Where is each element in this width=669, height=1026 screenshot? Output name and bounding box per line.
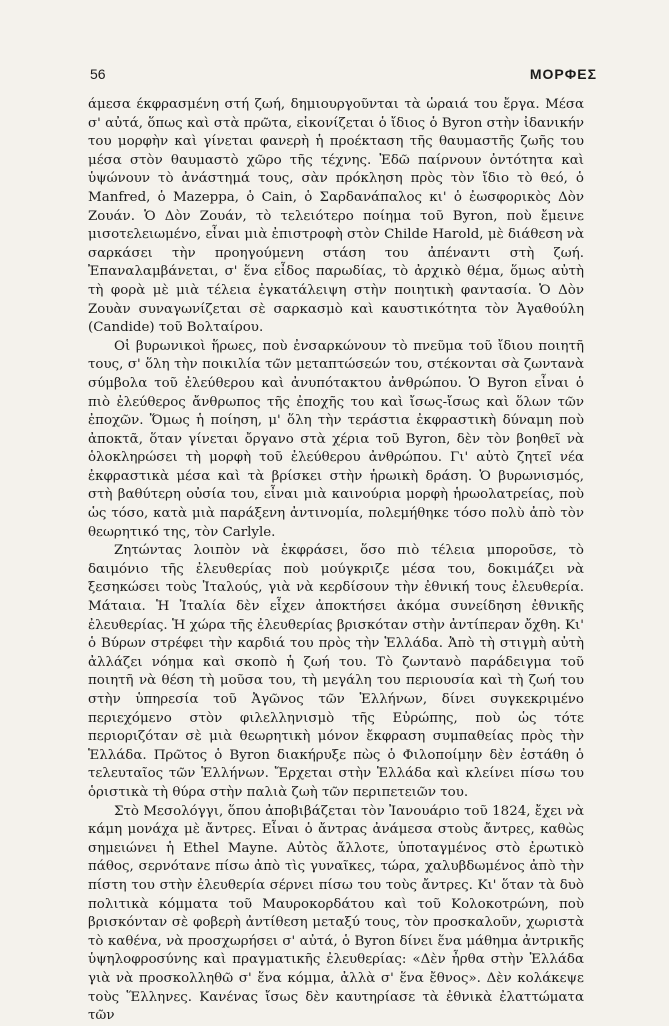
- page-number: 56: [90, 66, 106, 82]
- paragraph: Στὸ Μεσολόγγι, ὅπου ἀποβιβάζεται τὸν Ἰανουάριο τοῦ 1824, ἔχει νὰ κάμη μονάχα μὲ ἄντρες. Εἶναι ὁ ἄντρας ἀνάμεσα στοὺς ἄντρες, καθὼς σημειώνει ἡ Ethel Mayne. Αὐτὸς ἄλλοτε, ὑποταγμένος στὸ ἐρωτικὸ πάθος, σερνότανε πίσω ἀπὸ τὶς γυναῖκες, τώρα, χαλυβδωμένος ἀπὸ τὴν πίστη του στὴν ἐλευθερία σέρνει πίσω του τοὺς ἄντρες. Κι' ὅταν τὰ δυὸ πολιτικὰ κόμματα τοῦ Μαυροκορδάτου καὶ τοῦ Κολοκοτρώνη, ποὺ βρισκόνταν σὲ φοβερὴ ἀντίθεση μεταξύ τους, τὸν προσκαλοῦν, χωριστὰ τὸ καθένα, νὰ προσχωρήσει σ' αὐτά, ὁ Byron δίνει ἕνα μάθημα ἀντρικῆς ὑψηλοφροσύνης καὶ πραγματικῆς ἐλευθερίας: «Δὲν ἦρθα στὴν Ἑλλάδα γιὰ νὰ προσκολληθῶ σ' ἕνα κόμμα, ἀλλὰ σ' ἕνα ἔθνος». Δὲν κολάκεψε τοὺς Ἕλληνες. Κανένας ἴσως δὲν καυτηρίασε τὰ ἐθνικὰ ἐλαττώματα τῶν: [88, 803, 584, 1024]
- paragraph: Ζητώντας λοιπὸν νὰ ἐκφράσει, ὅσο πιὸ τέλεια μποροῦσε, τὸ δαιμόνιο τῆς ἐλευθερίας ποὺ μούγκριζε μέσα του, δοκιμάζει νὰ ξεσηκώσει τοὺς Ἰταλούς, γιὰ νὰ κερδίσουν τὴν ἐθνική τους ἐλευθερία. Μάταια. Ἡ Ἰταλία δὲν εἶχεν ἀποκτήσει ἀκόμα συνείδηση ἐθνικῆς ἐλευθερίας. Ἡ χώρα τῆς ἐλευθερίας βρισκόταν στὴν ἀντίπεραν ὄχθη. Κι' ὁ Βύρων στρέφει τὴν καρδιά του πρὸς τὴν Ἑλλάδα. Ἀπὸ τὴ στιγμὴ αὐτὴ ἀλλάζει νόημα καὶ σκοπὸ ἡ ζωή του. Τὸ ζωντανὸ παράδειγμα τοῦ ποιητῆ νὰ θέση τὴ μοῦσα του, τὴ μεγάλη του περιουσία καὶ τὴ ζωή του στὴν ὑπηρεσία τοῦ Ἀγῶνος τῶν Ἑλλήνων, δίνει συγκεκριμένο περιεχόμενο στὸν φιλελληνισμὸ τῆς Εὐρώπης, ποὺ ὡς τότε περιοριζόταν σὲ μιὰ θεωρητικὴ μόνον ἔκφραση συμπαθείας πρὸς τὴν Ἑλλάδα. Πρῶτος ὁ Byron διακήρυξε πὼς ὁ Φιλοποίμην δὲν ἐστάθη ὁ τελευταῖος τῶν Ἑλλήνων. Ἔρχεται στὴν Ἑλλάδα καὶ κλείνει πίσω του ὁριστικὰ τὴ θύρα στὴν παλιὰ ζωὴ τῶν περιπετειῶν του.: [88, 543, 584, 800]
- paragraph: άμεσα έκφρασμένη στή ζωή, δημιουργοῦνται τὰ ὡραιά του ἔργα. Μέσα σ' αὐτά, ὅπως καὶ στὰ πρῶτα, εἰκονίζεται ὁ ἴδιος ὁ Byron στὴν ἰδανικήν του μορφὴν καὶ γίνεται φανερὴ ἡ προέκταση τῆς θαυμαστῆς ζωῆς του μέσα στὸν θαυμαστὸ χῶρο τῆς τέχνης. Ἐδῶ παίρνουν ὀντότητα καὶ ὑψώνουν τὸ ἀνάστημά τους, σὰν πρόκληση πρὸς τὸν ἴδιο τὸ θεό, ὁ Manfred, ὁ Mazeppa, ὁ Cain, ὁ Σαρδανάπαλος κι' ὁ ἐωσφορικὸς Δὸν Ζουάν. Ὁ Δὸν Ζουάν, τὸ τελειότερο ποίημα τοῦ Byron, ποὺ ἔμεινε μισοτελειωμένο, εἶναι μιὰ ἐπιστροφὴ στὸν Childe Harold, μὲ διάθεση νὰ σαρκάσει τὴν προηγούμενη στάση του ἀπέναντι στὴ ζωή. Ἐπαναλαμβάνεται, σ' ἕνα εἶδος παρωδίας, τὸ ἀρχικὸ θέμα, ὅμως αὐτὴ τὴ φορὰ μὲ μιὰ τέλεια ἐγκατάλειψη στὴν ποιητικὴ φαντασία. Ὁ Δὸν Ζουὰν συναγωνίζεται σὲ σαρκασμὸ καὶ καυστικότητα τὸν Ἀγαθούλη (Candide) τοῦ Βολταίρου.: [88, 97, 584, 336]
- body-text: [88, 96, 584, 1026]
- paragraph: Οἱ βυρωνικοὶ ἥρωες, ποὺ ἐνσαρκώνουν τὸ πνεῦμα τοῦ ἴδιου ποιητῆ τους, σ' ὅλη τὴν ποικιλία τῶν μεταπτώσεών του, στέκονται σὰ ζωντανὰ σύμβολα τοῦ ἐλεύθερου καὶ ἀνυπότακτου ἀνθρώπου. Ὁ Byron εἶναι ὁ πιὸ ἐλεύθερος ἄνθρωπος τῆς ἐποχῆς του καὶ ἴσως-ἴσως καὶ ὅλων τῶν ἐποχῶν. Ὅμως ἡ ποίηση, μ' ὅλη τὴν τεράστια ἐκφραστικὴ δύναμη ποὺ ἀποκτᾶ, ὅταν γίνεται ὄργανο στὰ χέρια τοῦ Byron, δὲν τὸν βοηθεῖ νὰ ὁλοκληρώσει τὴ μορφὴ τοῦ ἐλεύθερου ἀνθρώπου. Γι' αὐτὸ ζητεῖ νέα ἐκφραστικὰ μέσα καὶ τὰ βρίσκει στὴν ἡρωικὴ δράση. Ὁ βυρωνισμός, στὴ βαθύτερη οὐσία του, εἶναι μιὰ καινούρια μορφὴ ἡρωολατρείας, ποὺ ὡς τόσο, κατὰ μιὰ παράξενη ἀντινομία, πολεμήθηκε τόσο πολὺ ἀπὸ τὸν θεωρητικό της, τὸν Carlyle.: [88, 338, 584, 540]
- running-title: ΜΟΡΦΕΣ: [529, 66, 597, 82]
- page-header: [90, 66, 597, 82]
